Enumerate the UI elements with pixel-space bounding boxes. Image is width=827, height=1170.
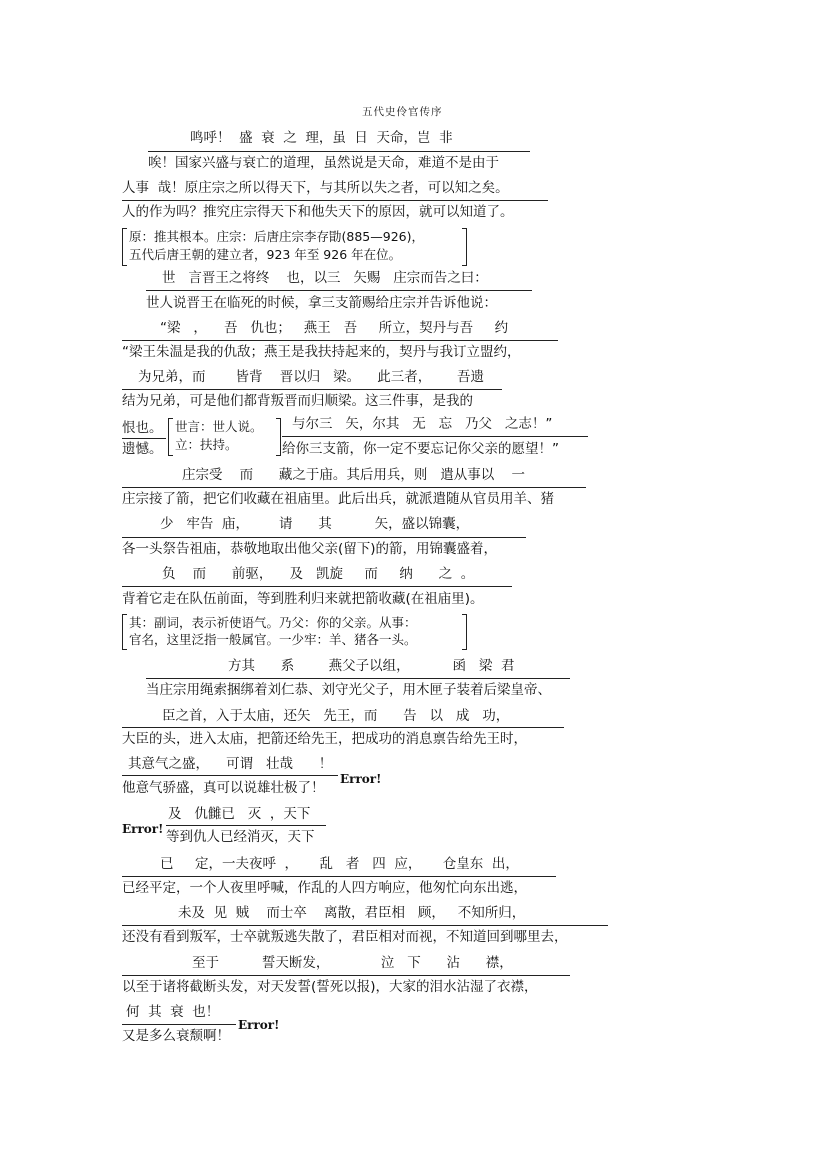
translation-line: 他意气骄盛，真可以说雄壮极了！ <box>122 780 325 796</box>
divider <box>122 925 608 926</box>
classical-line: 庄宗受 而 藏之于庙。其后用兵，则 遣从事以 一 <box>182 467 525 483</box>
classical-line: 及 仇雠已 灭 ，天下 <box>168 806 311 822</box>
translation-line: 遗憾。 <box>122 441 163 457</box>
translation-line: 庄宗接了箭，把它们收藏在祖庙里。此后出兵，就派遣随从官员用羊、猪 <box>122 491 554 507</box>
translation-line: 给你三支箭，你一定不要忘记你父亲的愿望！” <box>282 441 559 457</box>
divider <box>122 389 502 390</box>
divider <box>122 727 564 728</box>
divider <box>122 537 526 538</box>
classical-line: 鸣呼！ 盛 衰 之 理，虽 日 天命，岂 非 <box>190 130 453 146</box>
translation-line: 等到仇人已经消灭，天下 <box>166 829 315 845</box>
divider <box>122 340 558 341</box>
classical-line: 至于 誓天断发， 泣 下 沾 襟， <box>192 955 513 971</box>
classical-line: 臣之首，入于太庙，还矢 先王，而 告 以 成 功， <box>162 708 510 724</box>
translation-line: “梁王朱温是我的仇敌；燕王是我扶持起来的，契丹与我订立盟约， <box>122 344 521 360</box>
divider <box>146 678 570 679</box>
divider <box>148 151 530 152</box>
note-bracket-right <box>462 614 467 650</box>
divider <box>122 775 338 776</box>
divider <box>122 876 556 877</box>
translation-line: 大臣的头，进入太庙，把箭还给先王，把成功的消息禀告给先王时， <box>122 731 527 747</box>
doc-title: 五代史伶官传序 <box>362 106 443 118</box>
translation-line: 世人说晋王在临死的时候，拿三支箭赐给庄宗并告诉他说： <box>146 295 497 311</box>
error-field: Error! <box>340 772 382 786</box>
classical-line: 与尔三 矢，尔其 无 忘 乃父 之志！” <box>292 416 553 432</box>
classical-line: 何 其 衰 也！ <box>126 1004 220 1020</box>
translation-line: 当庄宗用绳索捆绑着刘仁恭、刘守光父子，用木匣子装着后梁皇帝、 <box>146 682 551 698</box>
divider <box>282 436 588 437</box>
classical-line: 世 言晋王之将终 也，以三 矢赐 庄宗而告之曰： <box>162 270 488 286</box>
divider <box>122 586 512 587</box>
divider <box>122 487 586 488</box>
classical-line: 负 而 前驱， 及 凯旋 而 纳 之 。 <box>162 566 475 582</box>
classical-line: 人事 哉！原庄宗之所以得天下，与其所以失之者，可以知之矣。 <box>122 180 509 196</box>
translation-line: 以至于诸将截断头发，对天发誓(誓死以报)，大家的泪水沾湿了衣襟， <box>122 979 538 995</box>
classical-line: 已 定，一夫夜呼 ， 乱 者 四 应， 仓皇东 出， <box>160 856 519 872</box>
annotation-line: 其：副词，表示祈使语气。乃父：你的父亲。从事： <box>129 615 417 630</box>
note-bracket-right <box>462 228 467 266</box>
translation-line: 各一头祭告祖庙，恭敬地取出他父亲(留下)的箭，用锦囊盛着， <box>122 541 498 557</box>
translation-line: 背着它走在队伍前面，等到胜利归来就把箭收藏(在祖庙里)。 <box>122 591 484 607</box>
divider <box>166 825 326 826</box>
error-field: Error! <box>122 822 164 836</box>
annotation-line: 立：扶持。 <box>175 437 238 452</box>
annotation-line: 官名，这里泛指一般属官。一少牢：羊、猪各一头。 <box>129 632 417 647</box>
classical-line: “梁 ， 吾 仇也； 燕王 吾 所立，契丹与吾 约 <box>160 320 509 336</box>
classical-line: 少 牢告 庙， 请 其 矢，盛以锦囊， <box>160 516 470 532</box>
translation-line: 已经平定，一个人夜里呼喊，作乱的人四方响应，他匆忙向东出逃， <box>122 880 527 896</box>
classical-line: 方其 系 燕父子以组， 函 梁 君 <box>228 658 515 674</box>
divider <box>122 1024 236 1025</box>
translation-line: 结为兄弟，可是他们都背叛晋而归顺梁。这三件事，是我的 <box>122 393 473 409</box>
classical-line: 恨也。 <box>122 420 163 436</box>
classical-line: 为兄弟，而 皆背 晋以归 梁。 此三者， 吾遗 <box>138 369 484 385</box>
note-bracket-left <box>168 418 173 456</box>
annotation-line: 世言：世人说。 <box>175 419 263 434</box>
divider <box>146 290 532 291</box>
translation-line: 唉！国家兴盛与衰亡的道理，虽然说是天命，难道不是由于 <box>148 155 499 171</box>
note-bracket-left <box>122 228 127 266</box>
translation-line: 又是多么衰颓啊！ <box>122 1028 230 1044</box>
annotation-line: 原：推其根本。庄宗：后唐庄宗李存勖(885—926)， <box>129 229 424 244</box>
divider <box>122 438 166 439</box>
classical-line: 未及 见 贼 而士卒 离散，君臣相 顾， 不知所归， <box>178 905 526 921</box>
divider <box>122 975 570 976</box>
error-field: Error! <box>238 1018 280 1032</box>
classical-line: 其意气之盛， 可谓 壮哉 ！ <box>128 756 333 772</box>
translation-line: 人的作为吗？推究庄宗得天下和他失天下的原因，就可以知道了。 <box>122 204 514 220</box>
note-bracket-left <box>122 614 127 650</box>
annotation-line: 五代后唐王朝的建立者，923 年至 926 年在位。 <box>129 247 402 262</box>
translation-line: 还没有看到叛军，士卒就叛逃失散了，君臣相对而视，不知道回到哪里去， <box>122 929 568 945</box>
divider <box>122 200 548 201</box>
note-bracket-right <box>276 418 281 456</box>
